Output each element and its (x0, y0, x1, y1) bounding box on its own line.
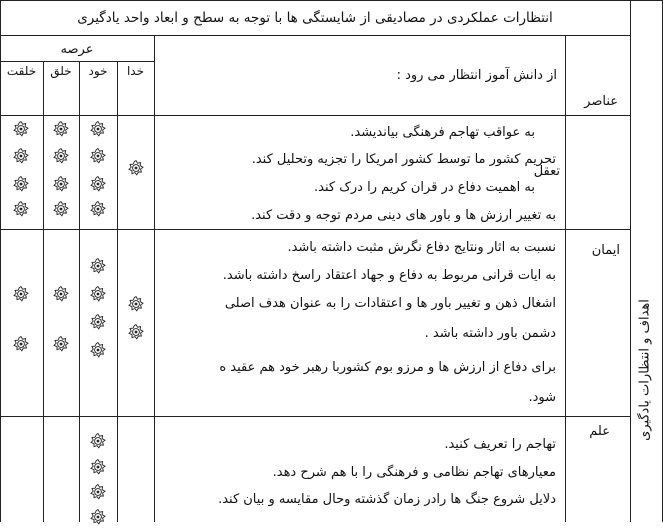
divider-row-1 (0, 229, 630, 230)
border-top (0, 0, 663, 1)
row1-line-2: تحریم کشور ما توسط کشور امریکا را تجزیه وتحلیل کند. (251, 152, 556, 167)
ornament-circle-icon (53, 121, 69, 137)
row1-line-3: به اهمیت دفاع در قران کریم را درک کند. (314, 180, 535, 195)
ornament-circle-icon (13, 201, 29, 217)
arena-col-creation: خلقت (6, 64, 37, 78)
ornament-circle-icon (90, 148, 106, 164)
ornament-circle-icon (90, 342, 106, 358)
divider-under-arena-label (0, 61, 154, 62)
ornament-circle-icon (90, 433, 106, 449)
side-label: اهداف و انتظارات یادگیری (637, 299, 653, 441)
row3-line-1: تهاجم را تعریف کنید. (444, 437, 556, 452)
ornament-circle-icon (90, 121, 106, 137)
row1-line-1: به عواقب تهاجم فرهنگی بیاندیشد. (350, 125, 535, 140)
divider-under-title (0, 35, 630, 36)
divider-elements-col (565, 35, 566, 522)
ornament-circle-icon (128, 296, 144, 312)
row-element-faith: ایمان (591, 243, 620, 258)
ornament-circle-icon (13, 121, 29, 137)
divider-row-2 (0, 416, 630, 417)
ornament-circle-icon (128, 160, 144, 176)
row3-line-3: دلایل شروع جنگ ها رادر زمان گذشته وحال مقایسه و بیان کند. (218, 492, 556, 507)
arena-col-people: خلق (50, 64, 72, 78)
row3-line-2: معیارهای تهاجم نظامی و فرهنگی را با هم شرح دهد. (272, 465, 556, 480)
ornament-circle-icon (53, 148, 69, 164)
row-element-reasoning: تعقل (533, 164, 560, 179)
divider-arena-col-3 (43, 61, 44, 522)
ornament-circle-icon (53, 286, 69, 302)
row2-line-4: دشمن باور داشته باشد . (424, 326, 556, 341)
row2-line-2: به ایات قرانی مربوط به دفاع و جهاد اعتقاد راسخ داشته باشد. (222, 268, 556, 283)
row2-line-1: نسبت به اثار ونتایج دفاع نگرش مثبت داشته باشد. (287, 240, 556, 255)
row2-line-6: شود. (528, 390, 556, 405)
ornament-circle-icon (90, 258, 106, 274)
row2-line-3: اشغال ذهن و تغییر باور ها و اعتقادات را به عنوان هدف اصلی (224, 296, 556, 311)
ornament-circle-icon (53, 201, 69, 217)
row-element-knowledge: علم (589, 424, 610, 439)
ornament-circle-icon (13, 286, 29, 302)
ornament-circle-icon (90, 176, 106, 192)
ornament-circle-icon (53, 336, 69, 352)
arena-col-self: خود (88, 64, 108, 78)
ornament-circle-icon (90, 509, 106, 525)
page-title: انتظارات عملکردی در مصادیقی از شایستگی ها با توجه به سطح و ابعاد واحد یادگیری (77, 10, 553, 26)
ornament-circle-icon (90, 314, 106, 330)
divider-header-bottom (0, 115, 630, 116)
ornament-circle-icon (90, 484, 106, 500)
divider-arena-col-2 (79, 61, 80, 522)
expectation-heading: از دانش آموز انتظار می رود : (396, 68, 557, 83)
ornament-circle-icon (90, 459, 106, 475)
divider-arena-block (154, 35, 155, 522)
ornament-circle-icon (13, 336, 29, 352)
ornament-circle-icon (13, 148, 29, 164)
ornament-circle-icon (90, 286, 106, 302)
row1-line-4: به تغییر ارزش ها و باور های دینی مردم توجه و دقت کند. (251, 208, 556, 223)
elements-heading: عناصر (584, 94, 618, 109)
ornament-circle-icon (128, 324, 144, 340)
arena-label: عرصه (60, 42, 94, 57)
ornament-circle-icon (53, 176, 69, 192)
row2-line-5: برای دفاع از ارزش ها و مرزو بوم کشوربا رهبر خود هم عقید ه (219, 360, 556, 375)
ornament-circle-icon (90, 201, 106, 217)
divider-arena-col-1 (117, 61, 118, 522)
border-left (0, 0, 1, 522)
ornament-circle-icon (13, 176, 29, 192)
arena-col-god: خدا (126, 64, 145, 78)
